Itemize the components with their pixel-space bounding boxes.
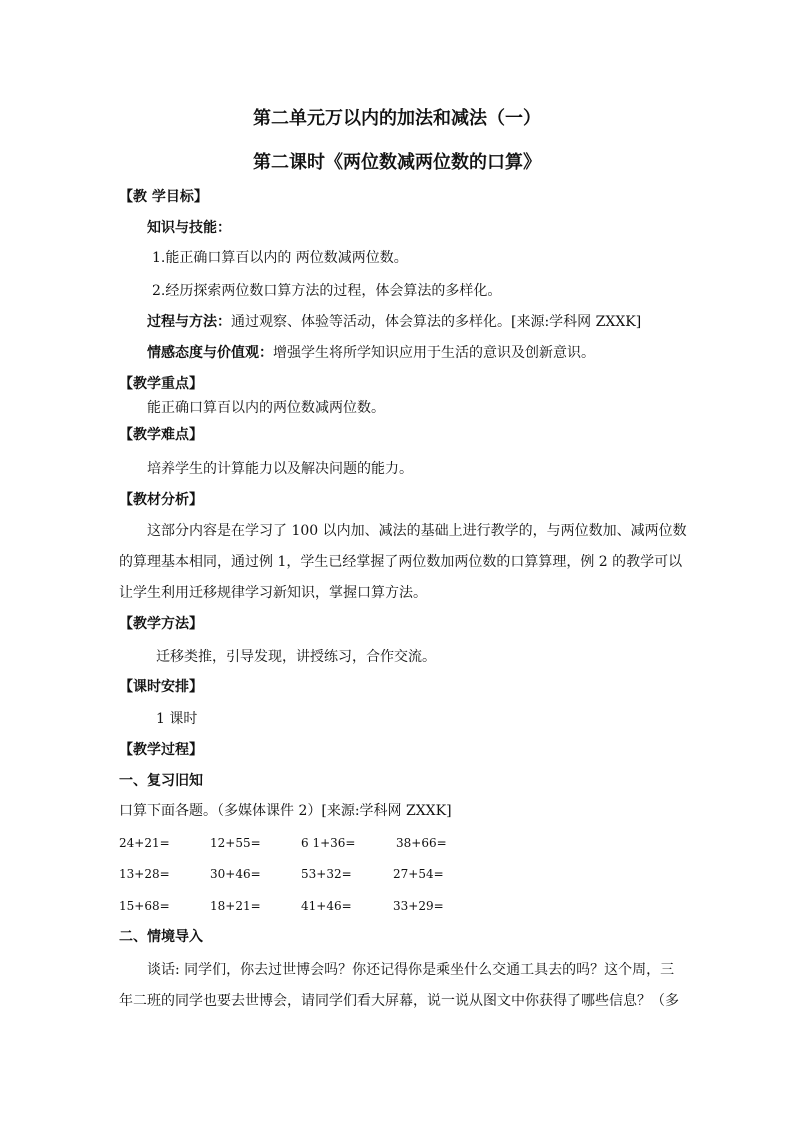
analysis-heading: 【教材分析】 <box>119 492 203 508</box>
calc-item: 30+46= <box>210 867 261 881</box>
calc-item: 18+21= <box>210 899 261 913</box>
calc-item: 13+28= <box>119 867 170 881</box>
method-text: 迁移类推，引导发现，讲授练习，合作交流。 <box>156 649 436 665</box>
difficulty-heading: 【教学难点】 <box>119 427 203 443</box>
key-heading: 【教学重点】 <box>119 376 203 392</box>
review-heading: 一、复习旧知 <box>119 773 203 789</box>
knowledge-label: 知识与技能： <box>147 220 231 236</box>
goal-item-1: 1.能正确口算百以内的 两位数减两位数。 <box>152 250 408 266</box>
calc-item: 38+66= <box>396 836 447 850</box>
emotion-label: 情感态度与价值观： <box>147 345 273 361</box>
calc-item: 53+32= <box>301 867 352 881</box>
goals-heading: 【教 学目标】 <box>119 189 208 205</box>
schedule-text: 1 课时 <box>156 711 198 727</box>
intro-line-1: 谈话: 同学们，你去过世博会吗？你还记得你是乘坐什么交通工具去的吗？这个周，三 <box>147 962 675 978</box>
key-text: 能正确口算百以内的两位数减两位数。 <box>147 400 385 416</box>
calc-item: 6 1+36= <box>301 836 356 850</box>
schedule-heading: 【课时安排】 <box>119 679 203 695</box>
calc-item: 12+55= <box>210 836 261 850</box>
goal-item-2: 2.经历探索两位数口算方法的过程，体会算法的多样化。 <box>152 283 502 299</box>
document-title: 第二单元万以内的加法和减法（一） <box>253 108 541 129</box>
analysis-line-3: 让学生利用迁移规律学习新知识，掌握口算方法。 <box>119 585 427 601</box>
intro-heading: 二、情境导入 <box>119 929 203 945</box>
intro-line-2: 年二班的同学也要去世博会，请同学们看大屏幕，说一说从图文中你获得了哪些信息？（多 <box>119 993 679 1009</box>
process-text: 通过观察、体验等活动，体会算法的多样化。[来源:学科网 ZXXK] <box>231 314 642 330</box>
calc-item: 15+68= <box>119 899 170 913</box>
method-heading: 【教学方法】 <box>119 616 203 632</box>
review-text: 口算下面各题。（多媒体课件 2）[来源:学科网 ZXXK] <box>119 803 452 819</box>
emotion-text: 增强学生将所学知识应用于生活的意识及创新意识。 <box>273 345 595 361</box>
calc-item: 27+54= <box>393 867 444 881</box>
calc-item: 33+29= <box>393 899 444 913</box>
analysis-line-1: 这部分内容是在学习了 100 以内加、减法的基础上进行教学的，与两位数加、减两位数 <box>147 523 687 539</box>
calc-item: 41+46= <box>301 899 352 913</box>
process-method-line <box>147 312 641 332</box>
calc-item: 24+21= <box>119 836 170 850</box>
analysis-line-2: 的算理基本相同，通过例 1，学生已经掌握了两位数加两位数的口算算理，例 2 的教学可以 <box>119 554 683 570</box>
emotion-line <box>147 343 595 363</box>
lesson-subtitle: 第二课时《两位数减两位数的口算》 <box>253 152 541 173</box>
difficulty-text: 培养学生的计算能力以及解决问题的能力。 <box>147 461 413 477</box>
process-label: 过程与方法： <box>147 314 231 330</box>
process-heading: 【教学过程】 <box>119 742 203 758</box>
